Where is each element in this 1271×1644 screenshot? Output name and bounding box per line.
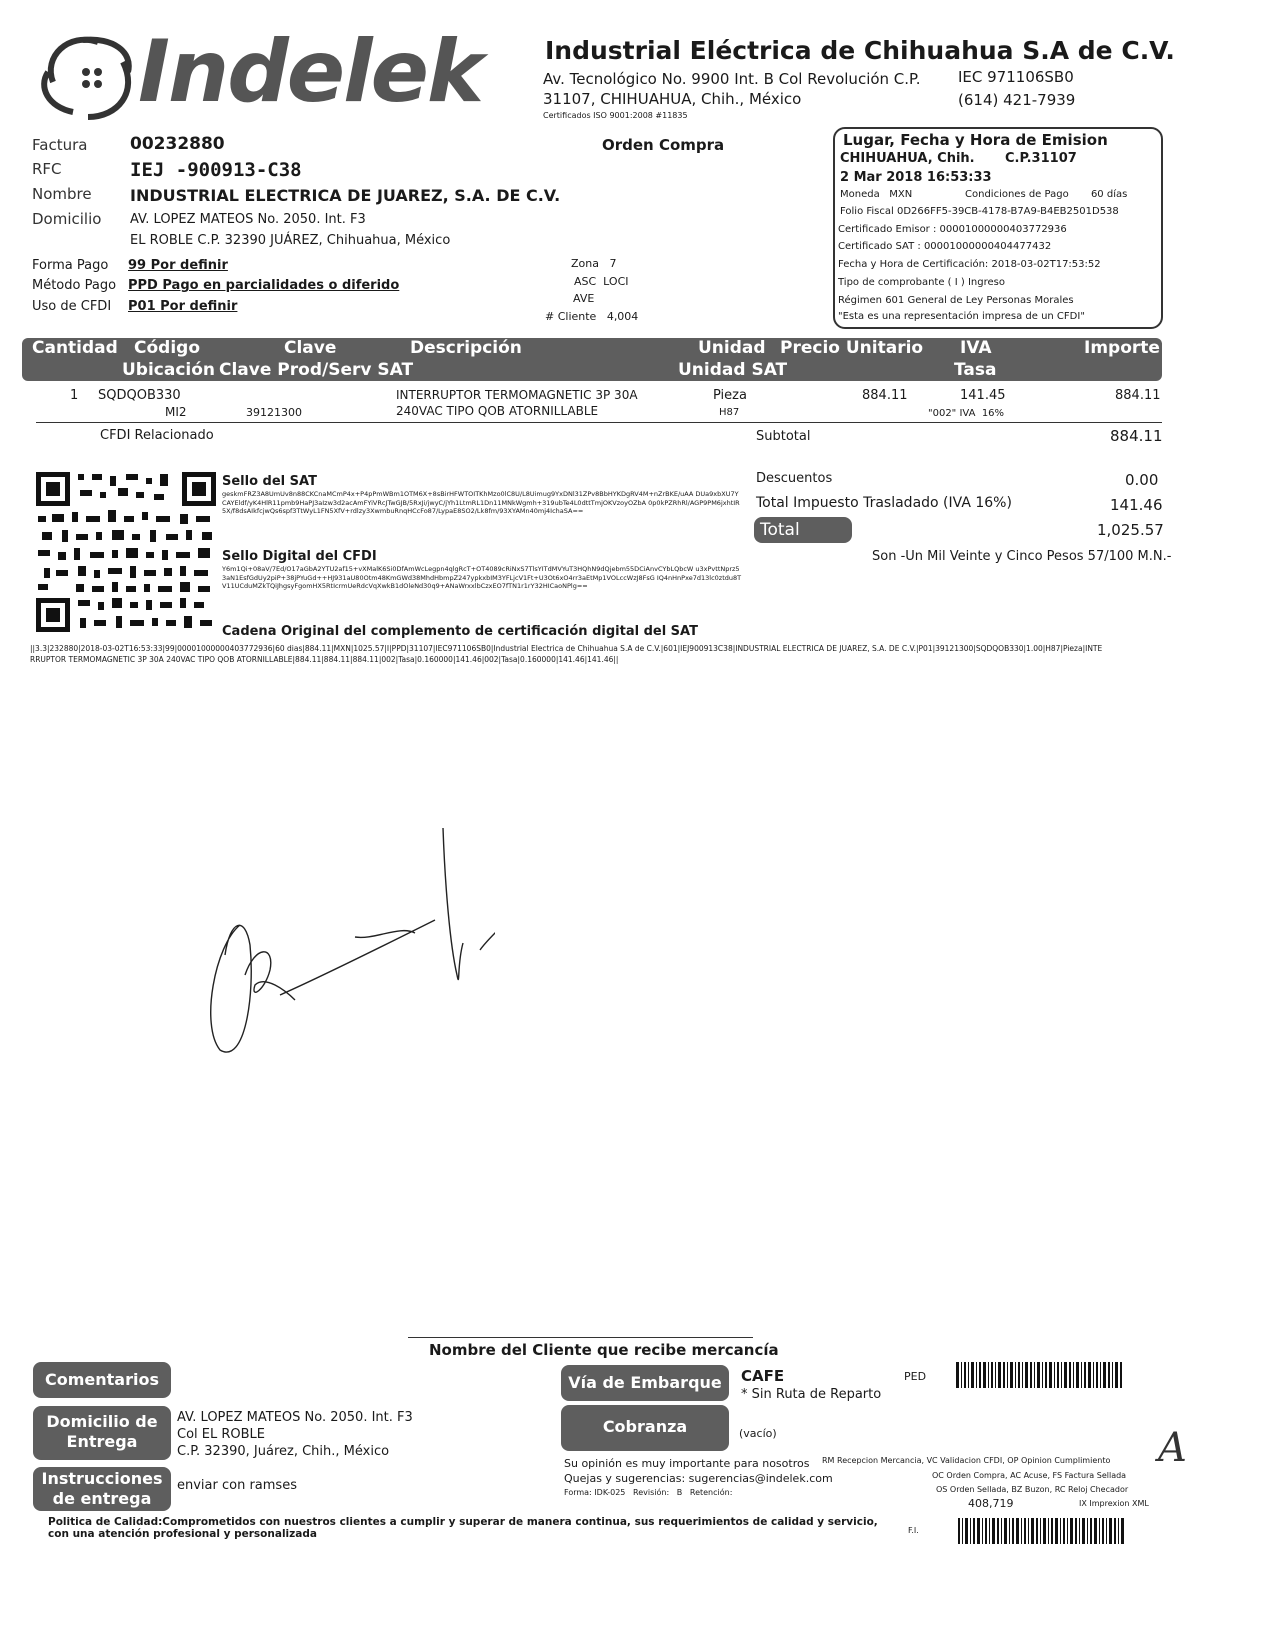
emision-cp: C.P.31107 xyxy=(1005,151,1077,166)
company-name: Industrial Eléctrica de Chihuahua S.A de C.V. xyxy=(545,36,1175,65)
dom-entrega-line1: AV. LOPEZ MATEOS No. 2050. Int. F3 xyxy=(177,1410,413,1425)
company-rfc: IEC 971106SB0 xyxy=(958,68,1074,86)
col-clave-prod: Clave Prod/Serv SAT xyxy=(219,360,414,380)
row-desc1: INTERRUPTOR TERMOMAGNETIC 3P 30A xyxy=(396,388,638,402)
emision-representacion: "Esta es una representación impresa de un CFDI" xyxy=(838,311,1085,322)
barcode-bottom xyxy=(958,1518,1126,1544)
impuesto-value: 141.46 xyxy=(1110,496,1163,514)
company-address1: Av. Tecnológico No. 9900 Int. B Col Revolución C.P. xyxy=(543,70,921,88)
company-cert: Certificados ISO 9001:2008 #11835 xyxy=(543,111,688,120)
cobranza-label: Cobranza xyxy=(561,1405,729,1451)
row-tasa: "002" IVA 16% xyxy=(928,408,1005,419)
handwritten-mark: A xyxy=(1158,1425,1187,1471)
folio-num: 408,719 xyxy=(968,1497,1014,1510)
emision-fecha: 2 Mar 2018 16:53:33 xyxy=(840,170,992,185)
col-iva: IVA xyxy=(960,338,992,358)
via-embarque-value: CAFE xyxy=(741,1367,785,1385)
sello-sat-title: Sello del SAT xyxy=(222,474,317,489)
col-clave: Clave xyxy=(284,338,337,358)
row-unidad-sat: H87 xyxy=(719,407,740,418)
cadena-title: Cadena Original del complemento de certificación digital del SAT xyxy=(222,624,698,639)
signature xyxy=(195,825,495,1065)
vacio-text: (vacío) xyxy=(739,1427,777,1440)
sello-cfdi-text: Y6m1Qi+08aV/7Ed/O17aGbA2YTU2af15+vXMalK6Si0DfAmWcLegpn4qlgRcT+OT4089cRiNxS7TlsYITdMVYuT3HQhN9dQjebm55DCiAnvCYbLQbcW u3xPvttNprz53aN1EsfGdUy2piP+38jPYuGd++HJ931aU80Otm48KmGWd38MhdHbmpZ247ypkxbIM3YFLjcV1Ft+U3Ot6xO4rr3aEtMp1VOLccWzJ8FsG IQ4nHnPxe7d13lc0ztdu8TV11UCduMZkTQiJhgsyFgomHX5RtIcrmUeRdcVqXwkB1dOleNd30q9+ANaWrxxlbCzxEO7fTN1r1rY32HICaoNPlg== xyxy=(222,565,742,590)
total-label: Total xyxy=(754,517,852,543)
rm-text: RM Recepcion Mercancia, VC Validacion CFDI, OP Opinion Cumplimiento xyxy=(822,1456,1111,1465)
rfc-value: IEJ -900913-C38 xyxy=(130,159,302,181)
row-divider xyxy=(36,422,1162,423)
col-precio: Precio Unitario xyxy=(780,338,924,358)
total-letra: Son -Un Mil Veinte y Cinco Pesos 57/100 M.N.- xyxy=(872,549,1172,564)
row-cantidad: 1 xyxy=(70,388,79,403)
asc: ASC LOCI xyxy=(574,275,629,288)
sello-cfdi-title: Sello Digital del CFDI xyxy=(222,549,377,564)
sello-sat-text: geskmFRZ3A8UmUv8n88CKCnaMCmP4x+P4pPmWBm1OTM6X+8sBirHFWTOITKhMzo0lC8U/L8Uimug9YxDNl31ZPv8BbHYKDgRV4M+nZrBKE/uAA DUa9xbXU7YCAYEldf/yK4HlR11pmb9HaPJ3aIzw3d2acAmFYiVRcJTwGJB/5RxJi/jwyC/jYh1LtmRL1Dn11MNkWgmh+319ubTe4L0dttTmjOKVzoyOZbA 0p0kPZRhRl/AGP9PM6jxhtIR5X/f8dsAIkfcjwQs6spf3TtWyL1FN5XfV+rdlzy3XwmbuRnqHCcFo87/LypaE8SO2/Lk8fm/93XYAMn40mj4IchaSA== xyxy=(222,490,740,515)
recibe-label: Nombre del Cliente que recibe mercancía xyxy=(429,1341,779,1359)
uso-cfdi-label: Uso de CFDI xyxy=(32,299,112,314)
emision-cert-emisor: Certificado Emisor : 00001000000403772936 xyxy=(838,224,1067,235)
dom-entrega-line3: C.P. 32390, Juárez, Chih., México xyxy=(177,1444,390,1459)
company-logo xyxy=(28,22,483,132)
dom-entrega-line2: Col EL ROBLE xyxy=(177,1427,266,1442)
descuentos-value: 0.00 xyxy=(1125,471,1159,489)
metodo-pago-label: Método Pago xyxy=(32,278,117,293)
emision-regimen: Régimen 601 General de Ley Personas Morales xyxy=(838,295,1074,306)
row-importe: 884.11 xyxy=(1115,388,1161,403)
emision-moneda: Moneda MXN xyxy=(840,189,913,200)
row-desc2: 240VAC TIPO QOB ATORNILLABLE xyxy=(396,404,599,418)
qr-code xyxy=(36,472,216,632)
row-unidad: Pieza xyxy=(713,388,747,403)
col-tasa: Tasa xyxy=(954,360,997,380)
emision-tipo: Tipo de comprobante ( I ) Ingreso xyxy=(838,277,1005,288)
instrucciones-text: enviar con ramses xyxy=(177,1478,297,1493)
fi-text: F.I. xyxy=(908,1526,919,1535)
emision-folio: Folio Fiscal 0D266FF5-39CB-4178-B7A9-B4EB2501D538 xyxy=(840,206,1119,217)
emision-lugar: CHIHUAHUA, Chih. xyxy=(840,151,975,166)
via-embarque-label: Vía de Embarque xyxy=(561,1365,729,1401)
row-clave: 39121300 xyxy=(246,406,302,419)
barcode-top xyxy=(956,1362,1124,1388)
ave: AVE xyxy=(573,292,595,305)
ix-text: IX Imprexion XML xyxy=(1079,1499,1149,1508)
company-phone: (614) 421-7939 xyxy=(958,91,1076,109)
domicilio-line2: EL ROBLE C.P. 32390 JUÁREZ, Chihuahua, México xyxy=(130,233,451,248)
table-header xyxy=(22,338,1162,381)
ruta-text: * Sin Ruta de Reparto xyxy=(741,1387,882,1402)
emision-condiciones: Condiciones de Pago 60 días xyxy=(965,189,1128,200)
forma-pago-value: 99 Por definir xyxy=(128,258,228,273)
col-descripcion: Descripción xyxy=(410,338,522,358)
col-unidad: Unidad xyxy=(698,338,766,358)
comentarios-label: Comentarios xyxy=(33,1362,171,1398)
factura-value: 00232880 xyxy=(130,134,225,154)
nombre-value: INDUSTRIAL ELECTRICA DE JUAREZ, S.A. DE C.V. xyxy=(130,186,561,205)
emision-title: Lugar, Fecha y Hora de Emision xyxy=(843,131,1108,149)
impuesto-label: Total Impuesto Trasladado (IVA 16%) xyxy=(756,495,1012,511)
logo-wordmark: Indelek xyxy=(138,22,483,122)
uso-cfdi-value: P01 Por definir xyxy=(128,299,238,314)
cadena-text: ||3.3|232880|2018-03-02T16:53:33|99|00001000000403772936|60 dias|884.11|MXN|1025.57|I|PPD|31107|IEC971106SB0|Industrial Electrica de Chihuahua S.A de C.V.|601|IEJ900913C38|INDUSTRIAL ELECTRICA DE JUAREZ, S.A. DE C.V.|P01|39121300|SQDQOB330|1.00|H87|Pieza|INTERRUPTOR TERMOMAGNETIC 3P 30A 240VAC TIPO QOB ATORNILLABLE|884.11|884.11|884.11|002|Tasa|0.160000|141.46|002|Tasa|0.160000|141.46|141.46|| xyxy=(30,644,1103,664)
row-precio: 884.11 xyxy=(862,388,908,403)
subtotal-value: 884.11 xyxy=(1110,427,1163,445)
ped-label: PED xyxy=(904,1370,927,1383)
domicilio-line1: AV. LOPEZ MATEOS No. 2050. Int. F3 xyxy=(130,212,366,227)
row-iva: 141.45 xyxy=(960,388,1006,403)
metodo-pago-value: PPD Pago en parcialidades o diferido xyxy=(128,278,400,293)
quejas-text: Quejas y sugerencias: sugerencias@indelek.com xyxy=(564,1472,833,1485)
nombre-label: Nombre xyxy=(32,185,92,203)
zona: Zona 7 xyxy=(571,257,617,270)
cfdi-relacionado: CFDI Relacionado xyxy=(100,428,214,443)
oc-text: OC Orden Compra, AC Acuse, FS Factura Sellada xyxy=(932,1471,1127,1480)
row-ubicacion: MI2 xyxy=(165,405,187,419)
instrucciones-label: Instrucciones de entrega xyxy=(33,1467,171,1511)
rfc-label: RFC xyxy=(32,160,62,178)
orden-compra-label: Orden Compra xyxy=(602,136,725,154)
total-value: 1,025.57 xyxy=(1097,521,1164,539)
col-importe: Importe xyxy=(1084,338,1160,358)
opinion-text: Su opinión es muy importante para nosotros xyxy=(564,1457,810,1470)
col-codigo: Código xyxy=(134,338,200,358)
row-codigo: SQDQOB330 xyxy=(98,388,181,403)
forma-pago-label: Forma Pago xyxy=(32,258,109,273)
col-unidad-sat: Unidad SAT xyxy=(678,360,788,380)
descuentos-label: Descuentos xyxy=(756,471,833,486)
emision-fecha-cert: Fecha y Hora de Certificación: 2018-03-02T17:53:52 xyxy=(838,259,1101,270)
os-text: OS Orden Sellada, BZ Buzon, RC Reloj Checador xyxy=(936,1485,1129,1494)
col-ubicacion: Ubicación xyxy=(122,360,216,380)
domicilio-entrega-label: Domicilio de Entrega xyxy=(33,1406,171,1460)
emision-box xyxy=(833,127,1163,329)
company-address2: 31107, CHIHUAHUA, Chih., México xyxy=(543,90,802,108)
subtotal-label: Subtotal xyxy=(756,429,811,444)
domicilio-label: Domicilio xyxy=(32,210,102,228)
emision-cert-sat: Certificado SAT : 00001000000404477432 xyxy=(838,241,1052,252)
forma-text: Forma: IDK-025 Revisión: B Retención: xyxy=(564,1488,733,1497)
numero-cliente: # Cliente 4,004 xyxy=(545,310,639,323)
factura-label: Factura xyxy=(32,136,88,154)
recibe-line xyxy=(408,1337,753,1338)
col-cantidad: Cantidad xyxy=(32,338,118,358)
politica-calidad: Politica de Calidad:Comprometidos con nuestros clientes a cumplir y superar de manera continua, sus requerimientos de calidad y servicio, con una atención profesional y personalizada xyxy=(48,1516,878,1540)
